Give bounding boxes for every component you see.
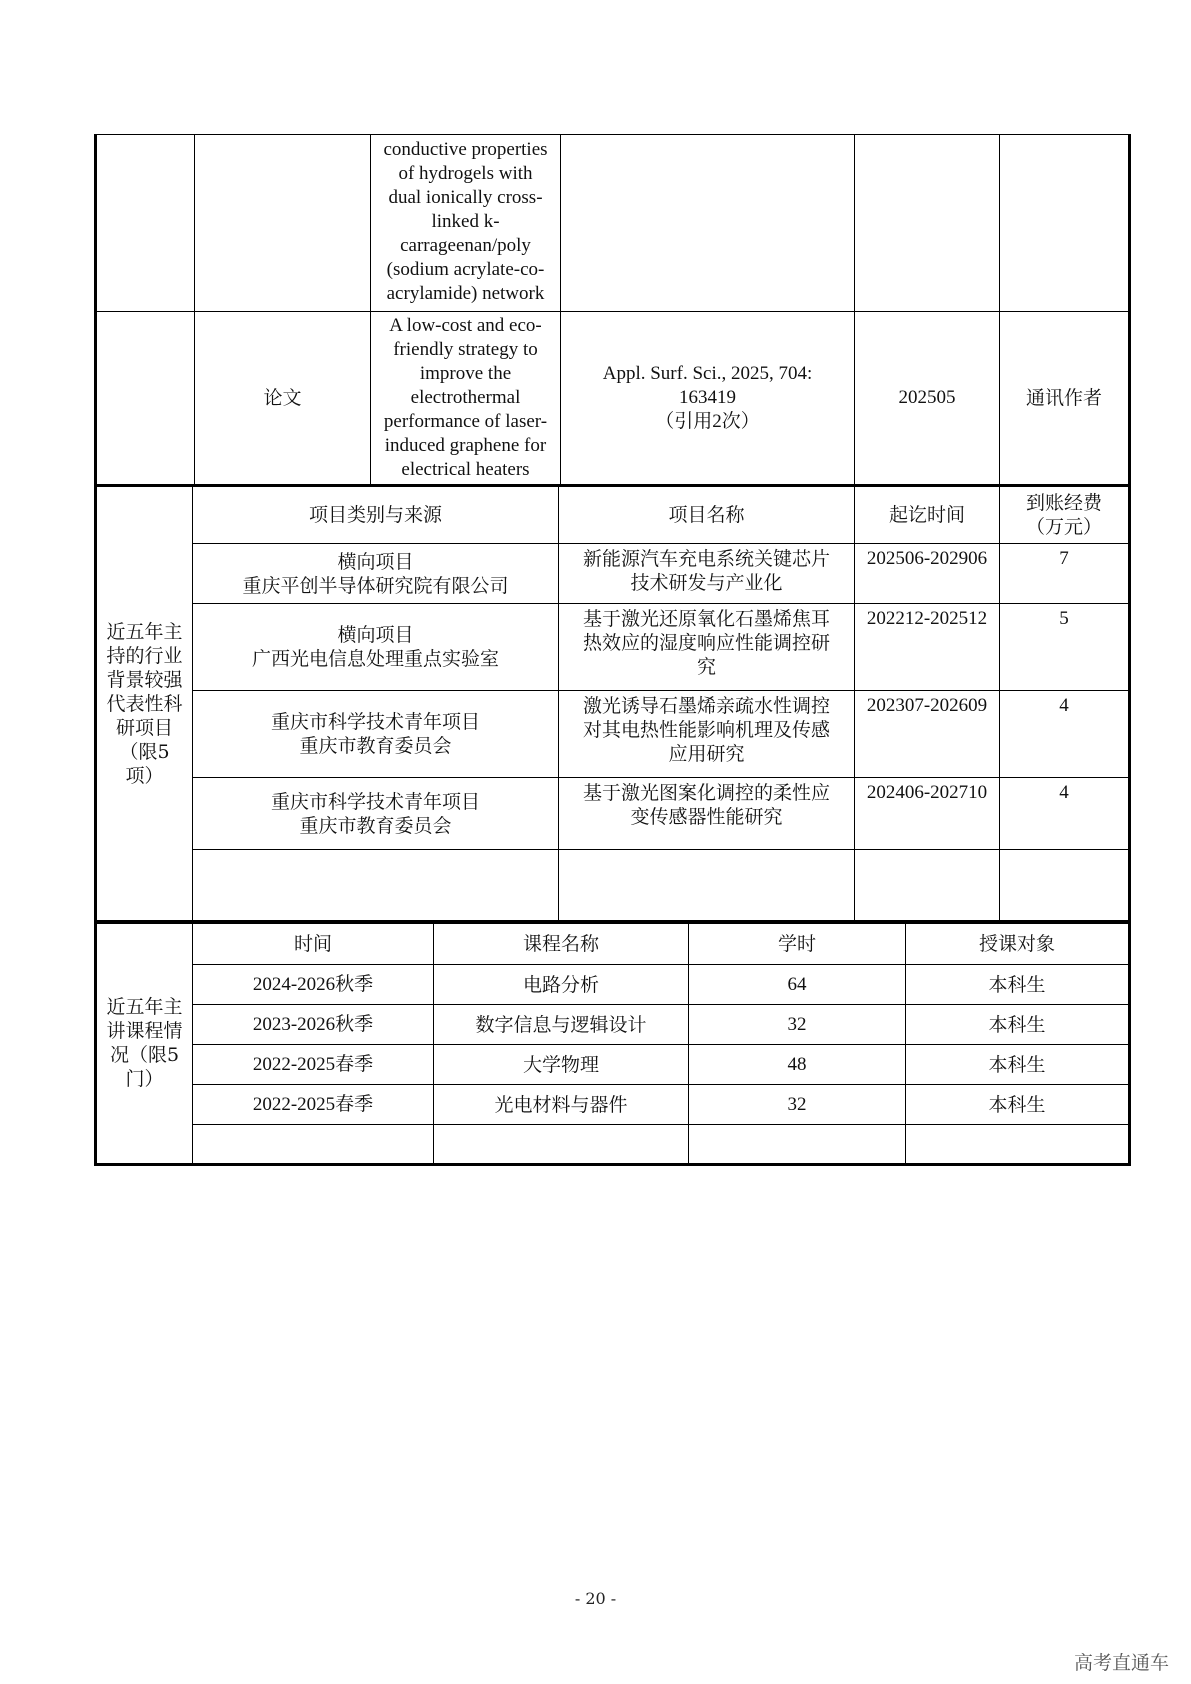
project-row-empty [96,850,1130,923]
course-time-cell: 2023-2026秋季 [193,1005,434,1045]
paper-citations: （引用2次） [655,411,760,432]
course-time-cell: 2022-2025春季 [193,1085,434,1125]
section-label-line: 项） [125,765,164,787]
paper-title-line: conductive properties [383,139,548,160]
project-category-cell [193,778,559,850]
section-label-line: 近五年主 [106,621,183,643]
header-project-name: 项目名称 [559,486,855,544]
projects-section-label [96,486,193,923]
course-audience-cell: 本科生 [906,965,1130,1005]
header-funding [1000,486,1130,544]
course-audience-cell: 本科生 [906,1085,1130,1125]
project-category: 横向项目 [337,624,414,646]
project-name-cell [559,691,855,778]
empty-cell [434,1125,689,1165]
project-name-line: 激光诱导石墨烯亲疏水性调控 [582,695,830,717]
paper-title-line: linked k- [431,211,500,232]
watermark: 高考直通车 [1073,1652,1169,1674]
papers-table [94,134,1131,485]
empty-cell [193,850,559,923]
course-row [96,1085,1130,1125]
course-audience-cell: 本科生 [906,1005,1130,1045]
project-row [96,544,1130,604]
courses-header-row [96,922,1130,965]
paper-title-cell [371,312,561,485]
project-funding-cell: 4 [1000,691,1130,778]
project-name-line: 对其电热性能影响机理及传感 [582,719,830,741]
projects-table [94,484,1131,924]
course-hours-cell: 32 [689,1085,906,1125]
paper-type-cell: 论文 [195,312,371,485]
section-label-line: 讲课程情 [106,1020,183,1042]
project-name-cell [559,604,855,691]
project-name-line: 技术研发与产业化 [630,572,783,594]
project-category: 重庆市科学技术青年项目 [270,711,480,733]
paper-journal-line: Appl. Surf. Sci., 2025, 704: [602,363,813,384]
project-funding-cell: 5 [1000,604,1130,691]
header-period: 起讫时间 [855,486,1000,544]
header-hours: 学时 [689,922,906,965]
paper-title-line: (sodium acrylate-co- [386,259,545,280]
project-category-cell [193,544,559,604]
project-name-line: 基于激光图案化调控的柔性应 [582,782,830,804]
project-name-cell [559,778,855,850]
course-hours-cell: 64 [689,965,906,1005]
header-audience: 授课对象 [906,922,1130,965]
section-label-line: 近五年主 [106,996,183,1018]
project-category: 重庆市科学技术青年项目 [270,790,480,813]
header-course-name: 课程名称 [434,922,689,965]
projects-header-row [96,486,1130,544]
course-row [96,965,1130,1005]
project-name-line: 究 [696,656,716,678]
project-name-line: 热效应的湿度响应性能调控研 [582,632,830,654]
project-name-line: 基于激光还原氧化石墨烯焦耳 [582,608,830,630]
header-category: 项目类别与来源 [193,486,559,544]
course-name-cell: 光电材料与器件 [434,1085,689,1125]
paper-title-line: induced graphene for [384,435,547,456]
project-funding-cell: 4 [1000,778,1130,850]
project-period-cell: 202506-202906 [855,544,1000,604]
section-label-line: 持的行业 [106,645,183,667]
paper-journal-cell [561,135,855,312]
empty-cell [193,1125,434,1165]
project-row [96,691,1130,778]
paper-title-line: acrylamide) network [386,283,545,304]
paper-row [96,312,1130,485]
paper-title-line: dual ionically cross- [388,187,543,208]
project-category: 横向项目 [337,550,414,573]
paper-date-cell [855,135,1000,312]
paper-type-cell [195,135,371,312]
project-row [96,604,1130,691]
header-funding-line: 到账经费 [1025,492,1102,514]
section-label-cell [96,135,195,312]
project-period-cell: 202406-202710 [855,778,1000,850]
project-name-cell [559,544,855,604]
project-category-cell [193,691,559,778]
paper-title-line: carrageenan/poly [400,235,531,256]
course-name-cell: 大学物理 [434,1045,689,1085]
paper-title-line: improve the [419,363,512,384]
paper-title-cell [371,135,561,312]
section-label-line: 代表性科 [106,693,183,715]
section-label-line: 况（限5 [109,1044,180,1066]
project-row [96,778,1130,850]
empty-cell [855,850,1000,923]
project-name-line: 新能源汽车充电系统关键芯片 [582,548,830,570]
section-label-line: 背景较强 [106,669,183,691]
header-funding-unit: （万元） [1025,516,1102,538]
project-source: 重庆平创半导体研究院有限公司 [242,574,509,597]
paper-title-line: performance of laser- [383,411,548,432]
paper-date-cell: 202505 [855,312,1000,485]
paper-journal-cell [561,312,855,485]
course-row-empty [96,1125,1130,1165]
course-time-cell: 2024-2026秋季 [193,965,434,1005]
courses-section-label [96,922,193,1165]
paper-journal-line: 163419 [679,387,736,408]
paper-title-line: friendly strategy to [393,339,538,360]
empty-cell [559,850,855,923]
section-label-line: （限5 [119,741,170,763]
paper-title-line: of hydrogels with [398,163,533,184]
project-period-cell: 202307-202609 [855,691,1000,778]
paper-role-cell: 通讯作者 [1000,312,1130,485]
course-hours-cell: 32 [689,1005,906,1045]
paper-title-line: electrothermal [410,387,521,408]
empty-cell [1000,850,1130,923]
section-label-line: 门） [125,1068,164,1090]
empty-cell [689,1125,906,1165]
section-label-line: 研项目 [115,717,173,739]
project-funding-cell: 7 [1000,544,1130,604]
header-time: 时间 [193,922,434,965]
project-source: 重庆市教育委员会 [299,735,452,757]
project-source: 广西光电信息处理重点实验室 [251,648,499,670]
project-source: 重庆市教育委员会 [299,814,452,837]
project-name-line: 变传感器性能研究 [630,806,783,828]
empty-cell [906,1125,1130,1165]
course-name-cell: 电路分析 [434,965,689,1005]
paper-title-line: electrical heaters [401,459,530,480]
course-audience-cell: 本科生 [906,1045,1130,1085]
courses-table [94,920,1131,1166]
course-row [96,1045,1130,1085]
course-time-cell: 2022-2025春季 [193,1045,434,1085]
paper-role-cell [1000,135,1130,312]
course-hours-cell: 48 [689,1045,906,1085]
course-name-cell: 数字信息与逻辑设计 [434,1005,689,1045]
project-period-cell: 202212-202512 [855,604,1000,691]
page-number: - 20 - [574,1589,617,1608]
paper-title-line: A low-cost and eco- [389,315,542,336]
project-category-cell [193,604,559,691]
project-name-line: 应用研究 [668,743,745,765]
paper-row [96,135,1130,312]
course-row [96,1005,1130,1045]
section-label-cell [96,312,195,485]
